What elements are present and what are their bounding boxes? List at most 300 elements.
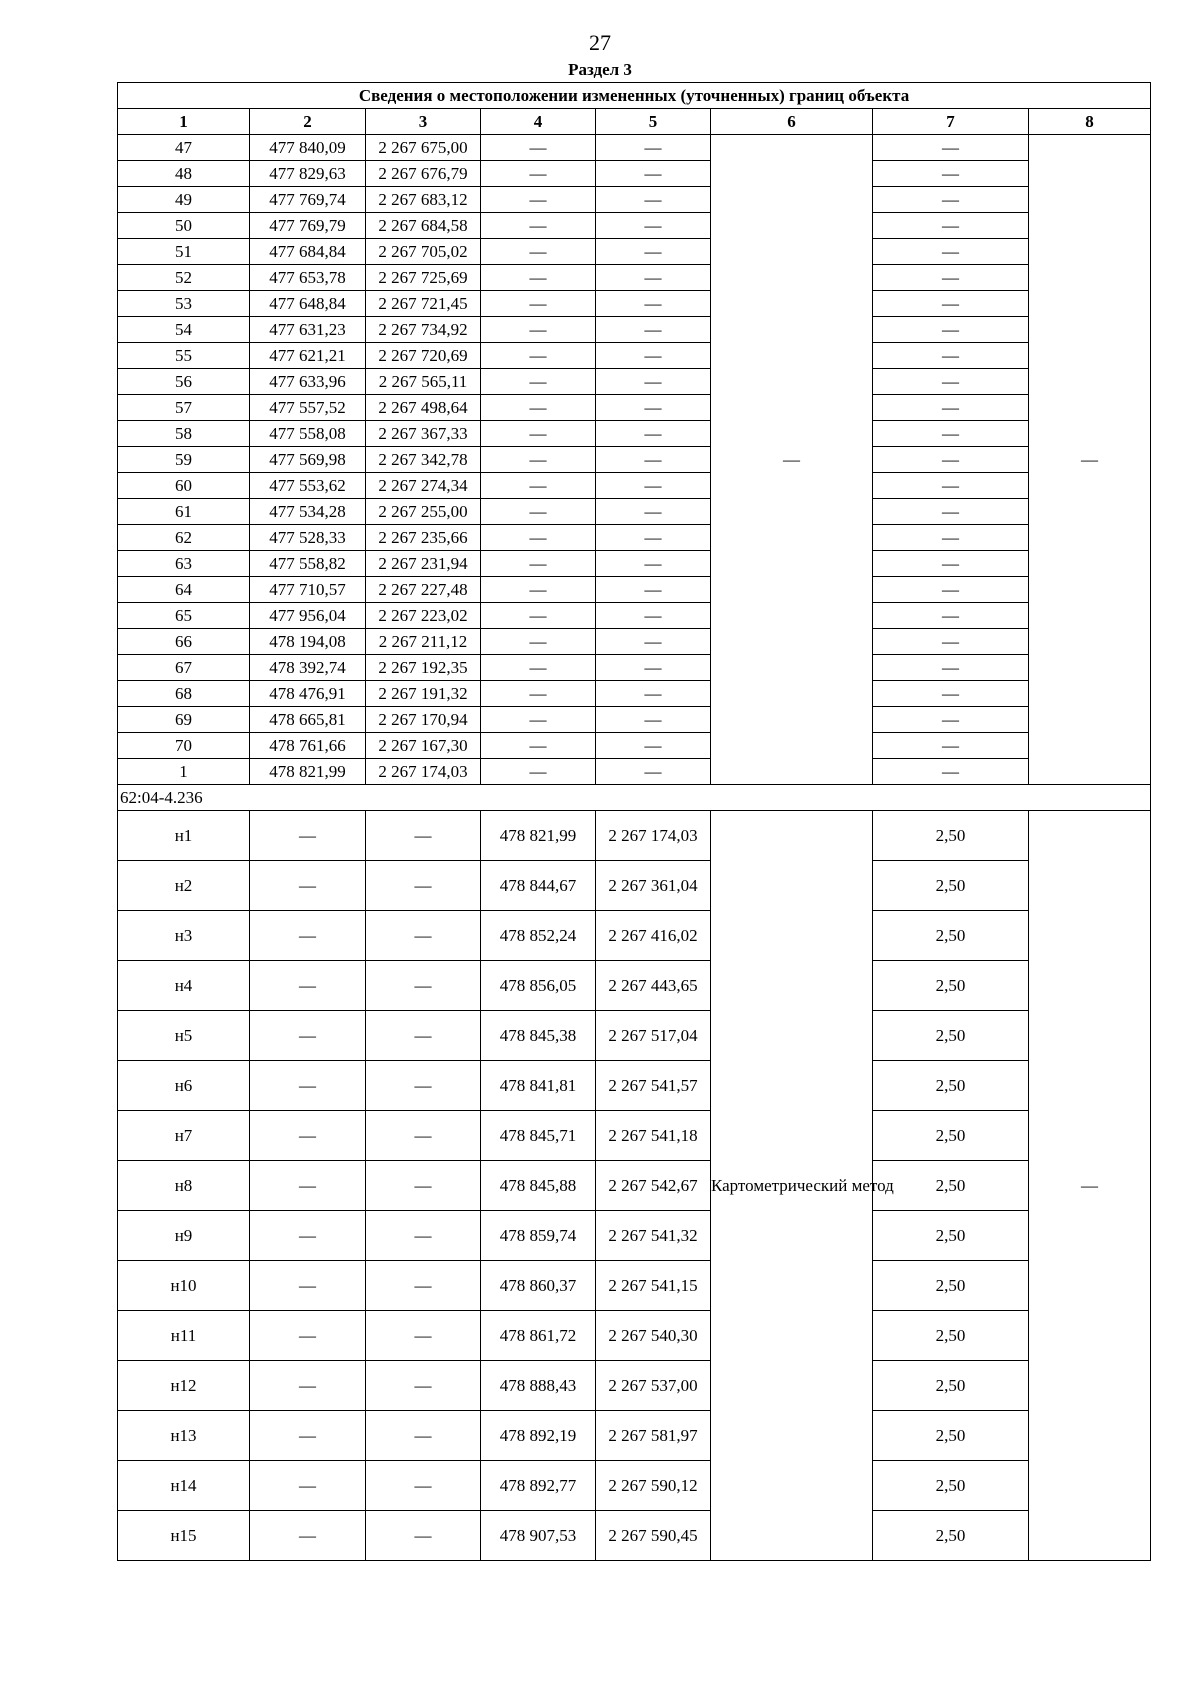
point-number-cell: н14: [118, 1461, 250, 1511]
y-coordinate-cell: —: [366, 1011, 481, 1061]
point-number-cell: н15: [118, 1511, 250, 1561]
accuracy-cell: 2,50: [873, 861, 1029, 911]
new-x-cell: —: [481, 213, 596, 239]
column-number-header: 3: [366, 109, 481, 135]
table-row: [118, 317, 1151, 343]
accuracy-cell: —: [873, 551, 1029, 577]
point-number-cell: н13: [118, 1411, 250, 1461]
new-x-cell: —: [481, 733, 596, 759]
new-y-cell: —: [596, 551, 711, 577]
accuracy-cell: —: [873, 603, 1029, 629]
new-y-cell: —: [596, 759, 711, 785]
y-coordinate-cell: —: [366, 1061, 481, 1111]
x-coordinate-cell: 477 569,98: [250, 447, 366, 473]
new-x-cell: —: [481, 603, 596, 629]
accuracy-cell: —: [873, 759, 1029, 785]
table-row: [118, 551, 1151, 577]
accuracy-cell: 2,50: [873, 1511, 1029, 1561]
y-coordinate-cell: —: [366, 961, 481, 1011]
x-coordinate-cell: 477 534,28: [250, 499, 366, 525]
x-coordinate-cell: 477 710,57: [250, 577, 366, 603]
table-row: [118, 1411, 1151, 1461]
y-coordinate-cell: 2 267 192,35: [366, 655, 481, 681]
new-y-cell: —: [596, 265, 711, 291]
new-x-cell: —: [481, 317, 596, 343]
table-row: [118, 811, 1151, 861]
new-y-cell: 2 267 542,67: [596, 1161, 711, 1211]
accuracy-cell: 2,50: [873, 1311, 1029, 1361]
point-number-cell: 67: [118, 655, 250, 681]
y-coordinate-cell: —: [366, 1211, 481, 1261]
y-coordinate-cell: 2 267 684,58: [366, 213, 481, 239]
new-y-cell: —: [596, 343, 711, 369]
new-y-cell: —: [596, 681, 711, 707]
x-coordinate-cell: —: [250, 1261, 366, 1311]
x-coordinate-cell: 477 653,78: [250, 265, 366, 291]
table-row: [118, 1161, 1151, 1211]
accuracy-cell: —: [873, 681, 1029, 707]
point-number-cell: 66: [118, 629, 250, 655]
y-coordinate-cell: —: [366, 1361, 481, 1411]
point-number-cell: н9: [118, 1211, 250, 1261]
x-coordinate-cell: —: [250, 1411, 366, 1461]
point-number-cell: 60: [118, 473, 250, 499]
point-number-cell: 56: [118, 369, 250, 395]
new-x-cell: 478 892,19: [481, 1411, 596, 1461]
table-title: Сведения о местоположении измененных (уточненных) границ объекта: [118, 83, 1151, 109]
new-y-cell: —: [596, 239, 711, 265]
accuracy-cell: —: [873, 421, 1029, 447]
point-number-cell: н5: [118, 1011, 250, 1061]
point-number-cell: н4: [118, 961, 250, 1011]
accuracy-cell: —: [873, 369, 1029, 395]
x-coordinate-cell: 477 829,63: [250, 161, 366, 187]
table-row: [118, 681, 1151, 707]
x-coordinate-cell: 477 840,09: [250, 135, 366, 161]
accuracy-cell: —: [873, 655, 1029, 681]
y-coordinate-cell: —: [366, 1411, 481, 1461]
x-coordinate-cell: —: [250, 1311, 366, 1361]
column-number-header: 8: [1029, 109, 1151, 135]
new-y-cell: —: [596, 447, 711, 473]
x-coordinate-cell: —: [250, 811, 366, 861]
accuracy-cell: 2,50: [873, 1111, 1029, 1161]
table-row: [118, 1111, 1151, 1161]
accuracy-cell: 2,50: [873, 1361, 1029, 1411]
y-coordinate-cell: —: [366, 1161, 481, 1211]
x-coordinate-cell: 478 392,74: [250, 655, 366, 681]
table-row: [118, 447, 1151, 473]
new-y-cell: 2 267 540,30: [596, 1311, 711, 1361]
x-coordinate-cell: 477 633,96: [250, 369, 366, 395]
table-row: [118, 265, 1151, 291]
y-coordinate-cell: 2 267 174,03: [366, 759, 481, 785]
boundary-table: [117, 82, 1151, 1561]
accuracy-cell: —: [873, 707, 1029, 733]
accuracy-cell: —: [873, 499, 1029, 525]
accuracy-cell: 2,50: [873, 1261, 1029, 1311]
accuracy-cell: 2,50: [873, 811, 1029, 861]
new-x-cell: 478 845,71: [481, 1111, 596, 1161]
y-coordinate-cell: 2 267 721,45: [366, 291, 481, 317]
new-y-cell: —: [596, 603, 711, 629]
new-x-cell: —: [481, 629, 596, 655]
new-x-cell: —: [481, 499, 596, 525]
point-number-cell: 70: [118, 733, 250, 759]
accuracy-cell: —: [873, 629, 1029, 655]
accuracy-cell: 2,50: [873, 911, 1029, 961]
new-x-cell: 478 861,72: [481, 1311, 596, 1361]
point-number-cell: 58: [118, 421, 250, 447]
new-y-cell: 2 267 581,97: [596, 1411, 711, 1461]
point-number-cell: 51: [118, 239, 250, 265]
table-row: [118, 577, 1151, 603]
y-coordinate-cell: 2 267 683,12: [366, 187, 481, 213]
table-row: [118, 785, 1151, 811]
y-coordinate-cell: —: [366, 911, 481, 961]
point-number-cell: 52: [118, 265, 250, 291]
y-coordinate-cell: 2 267 498,64: [366, 395, 481, 421]
method-cell: Картометрический метод: [711, 811, 873, 1561]
x-coordinate-cell: —: [250, 861, 366, 911]
accuracy-cell: —: [873, 317, 1029, 343]
table-row: [118, 395, 1151, 421]
new-y-cell: —: [596, 707, 711, 733]
new-x-cell: —: [481, 473, 596, 499]
table-row: [118, 707, 1151, 733]
new-y-cell: 2 267 590,45: [596, 1511, 711, 1561]
table-row: [118, 369, 1151, 395]
y-coordinate-cell: —: [366, 1261, 481, 1311]
x-coordinate-cell: 478 194,08: [250, 629, 366, 655]
table-row: [118, 187, 1151, 213]
table-row: [118, 421, 1151, 447]
table-row: [118, 1261, 1151, 1311]
new-x-cell: 478 859,74: [481, 1211, 596, 1261]
new-y-cell: 2 267 541,57: [596, 1061, 711, 1111]
point-number-cell: н11: [118, 1311, 250, 1361]
parcel-number-cell: 62:04-4.236: [118, 785, 1151, 811]
y-coordinate-cell: 2 267 170,94: [366, 707, 481, 733]
description-cell: —: [1029, 811, 1151, 1561]
x-coordinate-cell: —: [250, 1011, 366, 1061]
new-y-cell: —: [596, 499, 711, 525]
x-coordinate-cell: —: [250, 1161, 366, 1211]
new-y-cell: —: [596, 525, 711, 551]
y-coordinate-cell: —: [366, 1511, 481, 1561]
point-number-cell: 47: [118, 135, 250, 161]
new-y-cell: 2 267 443,65: [596, 961, 711, 1011]
table-row: [118, 655, 1151, 681]
point-number-cell: 57: [118, 395, 250, 421]
column-number-header: 4: [481, 109, 596, 135]
table-row: [118, 1211, 1151, 1261]
x-coordinate-cell: 478 821,99: [250, 759, 366, 785]
new-y-cell: —: [596, 733, 711, 759]
new-x-cell: —: [481, 369, 596, 395]
new-y-cell: —: [596, 421, 711, 447]
method-cell: —: [711, 135, 873, 785]
y-coordinate-cell: 2 267 342,78: [366, 447, 481, 473]
y-coordinate-cell: 2 267 274,34: [366, 473, 481, 499]
accuracy-cell: —: [873, 577, 1029, 603]
x-coordinate-cell: 477 769,79: [250, 213, 366, 239]
accuracy-cell: 2,50: [873, 1461, 1029, 1511]
x-coordinate-cell: 477 684,84: [250, 239, 366, 265]
new-y-cell: —: [596, 369, 711, 395]
accuracy-cell: —: [873, 525, 1029, 551]
new-x-cell: 478 841,81: [481, 1061, 596, 1111]
point-number-cell: н8: [118, 1161, 250, 1211]
new-y-cell: —: [596, 629, 711, 655]
point-number-cell: н6: [118, 1061, 250, 1111]
table-row: [118, 213, 1151, 239]
y-coordinate-cell: —: [366, 811, 481, 861]
point-number-cell: 49: [118, 187, 250, 213]
x-coordinate-cell: —: [250, 1461, 366, 1511]
y-coordinate-cell: 2 267 235,66: [366, 525, 481, 551]
column-number-header: 2: [250, 109, 366, 135]
page-number: 27: [589, 30, 611, 55]
new-y-cell: 2 267 416,02: [596, 911, 711, 961]
new-x-cell: 478 860,37: [481, 1261, 596, 1311]
accuracy-cell: 2,50: [873, 1211, 1029, 1261]
x-coordinate-cell: 477 631,23: [250, 317, 366, 343]
new-x-cell: —: [481, 291, 596, 317]
point-number-cell: 63: [118, 551, 250, 577]
new-x-cell: —: [481, 707, 596, 733]
accuracy-cell: —: [873, 135, 1029, 161]
table-row: [118, 1361, 1151, 1411]
x-coordinate-cell: 478 761,66: [250, 733, 366, 759]
new-x-cell: —: [481, 525, 596, 551]
accuracy-cell: 2,50: [873, 961, 1029, 1011]
new-x-cell: —: [481, 759, 596, 785]
point-number-cell: 53: [118, 291, 250, 317]
new-y-cell: 2 267 517,04: [596, 1011, 711, 1061]
new-x-cell: 478 907,53: [481, 1511, 596, 1561]
y-coordinate-cell: 2 267 231,94: [366, 551, 481, 577]
new-x-cell: —: [481, 395, 596, 421]
new-x-cell: —: [481, 681, 596, 707]
y-coordinate-cell: 2 267 255,00: [366, 499, 481, 525]
point-number-cell: 69: [118, 707, 250, 733]
new-x-cell: —: [481, 135, 596, 161]
point-number-cell: 64: [118, 577, 250, 603]
new-y-cell: —: [596, 213, 711, 239]
accuracy-cell: 2,50: [873, 1411, 1029, 1461]
table-row: [118, 861, 1151, 911]
x-coordinate-cell: 477 769,74: [250, 187, 366, 213]
table-row: [118, 759, 1151, 785]
new-y-cell: 2 267 537,00: [596, 1361, 711, 1411]
accuracy-cell: —: [873, 239, 1029, 265]
point-number-cell: 59: [118, 447, 250, 473]
accuracy-cell: —: [873, 473, 1029, 499]
accuracy-cell: —: [873, 291, 1029, 317]
table-row: [118, 1061, 1151, 1111]
point-number-cell: 50: [118, 213, 250, 239]
y-coordinate-cell: 2 267 191,32: [366, 681, 481, 707]
new-y-cell: —: [596, 317, 711, 343]
new-x-cell: 478 852,24: [481, 911, 596, 961]
new-x-cell: —: [481, 343, 596, 369]
table-row: [118, 733, 1151, 759]
accuracy-cell: —: [873, 187, 1029, 213]
x-coordinate-cell: 477 558,82: [250, 551, 366, 577]
accuracy-cell: —: [873, 395, 1029, 421]
y-coordinate-cell: 2 267 720,69: [366, 343, 481, 369]
point-number-cell: 68: [118, 681, 250, 707]
table-row: [118, 1011, 1151, 1061]
column-number-header: 7: [873, 109, 1029, 135]
accuracy-cell: 2,50: [873, 1061, 1029, 1111]
new-y-cell: 2 267 174,03: [596, 811, 711, 861]
accuracy-cell: 2,50: [873, 1011, 1029, 1061]
new-x-cell: —: [481, 161, 596, 187]
new-y-cell: —: [596, 161, 711, 187]
point-number-cell: н7: [118, 1111, 250, 1161]
accuracy-cell: —: [873, 213, 1029, 239]
accuracy-cell: —: [873, 265, 1029, 291]
table-row: [118, 1511, 1151, 1561]
new-x-cell: 478 845,38: [481, 1011, 596, 1061]
x-coordinate-cell: —: [250, 1211, 366, 1261]
x-coordinate-cell: 478 476,91: [250, 681, 366, 707]
y-coordinate-cell: 2 267 676,79: [366, 161, 481, 187]
table-row: [118, 1461, 1151, 1511]
table-row: [118, 499, 1151, 525]
accuracy-cell: —: [873, 447, 1029, 473]
new-y-cell: 2 267 541,15: [596, 1261, 711, 1311]
table-row: [118, 343, 1151, 369]
new-y-cell: 2 267 541,32: [596, 1211, 711, 1261]
x-coordinate-cell: —: [250, 1361, 366, 1411]
new-x-cell: —: [481, 187, 596, 213]
point-number-cell: н10: [118, 1261, 250, 1311]
point-number-cell: 62: [118, 525, 250, 551]
table-row: [118, 629, 1151, 655]
table-row: [118, 473, 1151, 499]
new-x-cell: —: [481, 655, 596, 681]
y-coordinate-cell: 2 267 675,00: [366, 135, 481, 161]
point-number-cell: н2: [118, 861, 250, 911]
table-row: [118, 291, 1151, 317]
accuracy-cell: 2,50: [873, 1161, 1029, 1211]
x-coordinate-cell: 477 528,33: [250, 525, 366, 551]
point-number-cell: 61: [118, 499, 250, 525]
table-row: [118, 911, 1151, 961]
x-coordinate-cell: —: [250, 1061, 366, 1111]
accuracy-cell: —: [873, 161, 1029, 187]
new-x-cell: 478 892,77: [481, 1461, 596, 1511]
new-x-cell: 478 844,67: [481, 861, 596, 911]
new-y-cell: —: [596, 135, 711, 161]
y-coordinate-cell: —: [366, 861, 481, 911]
point-number-cell: н3: [118, 911, 250, 961]
table-row: [118, 161, 1151, 187]
new-x-cell: 478 821,99: [481, 811, 596, 861]
new-y-cell: 2 267 590,12: [596, 1461, 711, 1511]
new-x-cell: —: [481, 265, 596, 291]
new-y-cell: —: [596, 473, 711, 499]
y-coordinate-cell: 2 267 367,33: [366, 421, 481, 447]
point-number-cell: 65: [118, 603, 250, 629]
x-coordinate-cell: —: [250, 1511, 366, 1561]
x-coordinate-cell: —: [250, 911, 366, 961]
column-number-header: 6: [711, 109, 873, 135]
x-coordinate-cell: 477 553,62: [250, 473, 366, 499]
table-row: [118, 1311, 1151, 1361]
column-number-header: 1: [118, 109, 250, 135]
accuracy-cell: —: [873, 343, 1029, 369]
y-coordinate-cell: —: [366, 1111, 481, 1161]
y-coordinate-cell: —: [366, 1461, 481, 1511]
table-body: [118, 135, 1151, 1561]
y-coordinate-cell: 2 267 565,11: [366, 369, 481, 395]
new-y-cell: 2 267 541,18: [596, 1111, 711, 1161]
point-number-cell: 54: [118, 317, 250, 343]
y-coordinate-cell: 2 267 734,92: [366, 317, 481, 343]
new-y-cell: —: [596, 291, 711, 317]
new-y-cell: —: [596, 655, 711, 681]
x-coordinate-cell: 477 557,52: [250, 395, 366, 421]
table-row: [118, 961, 1151, 1011]
x-coordinate-cell: 477 621,21: [250, 343, 366, 369]
x-coordinate-cell: —: [250, 1111, 366, 1161]
y-coordinate-cell: 2 267 223,02: [366, 603, 481, 629]
table-row: [118, 525, 1151, 551]
y-coordinate-cell: 2 267 227,48: [366, 577, 481, 603]
y-coordinate-cell: 2 267 705,02: [366, 239, 481, 265]
column-number-row: [118, 109, 1151, 135]
accuracy-cell: —: [873, 733, 1029, 759]
new-y-cell: 2 267 361,04: [596, 861, 711, 911]
point-number-cell: 1: [118, 759, 250, 785]
y-coordinate-cell: —: [366, 1311, 481, 1361]
new-x-cell: —: [481, 239, 596, 265]
x-coordinate-cell: 477 558,08: [250, 421, 366, 447]
table-row: [118, 603, 1151, 629]
new-x-cell: 478 888,43: [481, 1361, 596, 1411]
new-x-cell: 478 845,88: [481, 1161, 596, 1211]
new-y-cell: —: [596, 187, 711, 213]
description-cell: —: [1029, 135, 1151, 785]
column-number-header: 5: [596, 109, 711, 135]
new-x-cell: —: [481, 551, 596, 577]
y-coordinate-cell: 2 267 725,69: [366, 265, 481, 291]
new-x-cell: 478 856,05: [481, 961, 596, 1011]
new-x-cell: —: [481, 447, 596, 473]
section-title: Раздел 3: [568, 60, 632, 79]
x-coordinate-cell: —: [250, 961, 366, 1011]
table-row: [118, 239, 1151, 265]
new-x-cell: —: [481, 577, 596, 603]
point-number-cell: н1: [118, 811, 250, 861]
y-coordinate-cell: 2 267 167,30: [366, 733, 481, 759]
new-x-cell: —: [481, 421, 596, 447]
point-number-cell: н12: [118, 1361, 250, 1411]
y-coordinate-cell: 2 267 211,12: [366, 629, 481, 655]
x-coordinate-cell: 477 956,04: [250, 603, 366, 629]
table-row: [118, 135, 1151, 161]
new-y-cell: —: [596, 395, 711, 421]
x-coordinate-cell: 478 665,81: [250, 707, 366, 733]
x-coordinate-cell: 477 648,84: [250, 291, 366, 317]
point-number-cell: 48: [118, 161, 250, 187]
point-number-cell: 55: [118, 343, 250, 369]
new-y-cell: —: [596, 577, 711, 603]
